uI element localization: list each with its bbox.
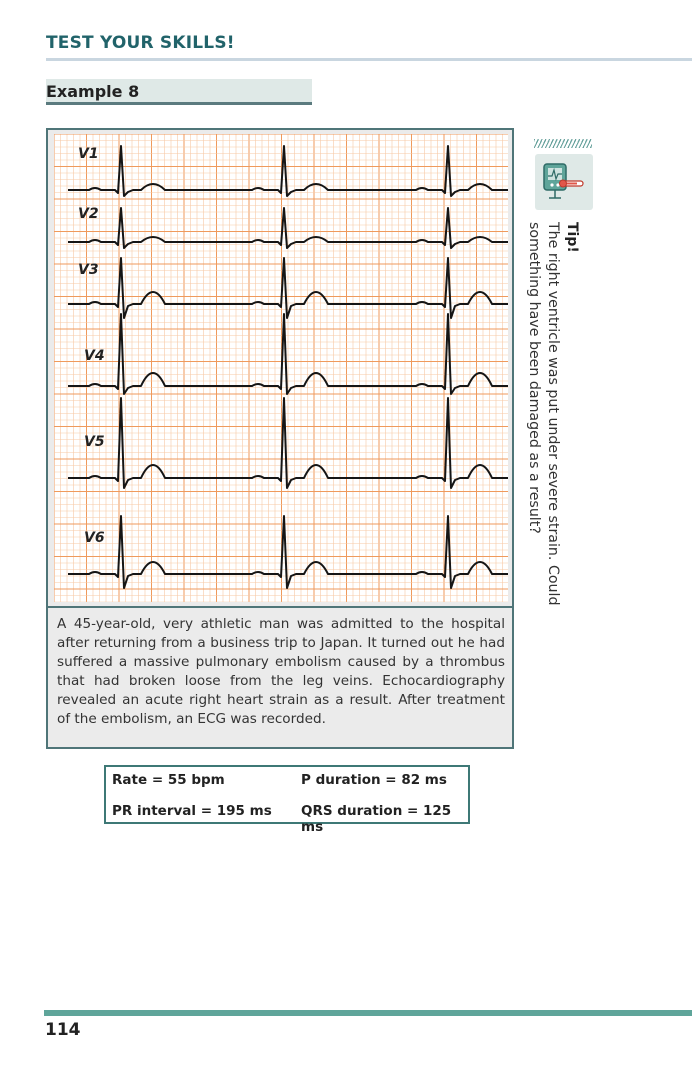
example-header (46, 79, 312, 105)
section-divider (46, 58, 692, 61)
tip-title: Tip! (564, 222, 580, 253)
qrs-duration-value: QRS duration = 125 ms (301, 803, 452, 835)
ecg-chart (54, 134, 508, 602)
lead-label-v4: V4 (84, 348, 105, 364)
lead-label-v6: V6 (84, 530, 105, 546)
tip-box (520, 222, 582, 662)
ecg-monitor-thermometer-icon (535, 154, 593, 210)
lead-label-v1: V1 (78, 146, 99, 162)
ecg-strip (54, 134, 508, 602)
rate-value: Rate = 55 bpm (112, 772, 225, 788)
page-number: 114 (45, 1020, 81, 1040)
case-description: A 45-year-old, very athletic man was admitted to the hospital after returning from a business trip to Japan. It turned out he had suffered a massive pulmonary embolism caused by a thrombus that had broken loose from the leg veins. Echocardiography revealed an acute right heart strain as a result. After treatment of the embolism, an ECG was recorded. (57, 616, 505, 727)
lead-label-v3: V3 (78, 262, 99, 278)
pr-interval-value: PR interval = 195 ms (112, 803, 272, 819)
lead-label-v2: V2 (78, 206, 99, 222)
measurements-box (104, 765, 470, 835)
section-title: TEST YOUR SKILLS! (46, 33, 235, 53)
example-label: Example 8 (46, 82, 140, 101)
panel-divider (48, 606, 512, 608)
lead-label-v5: V5 (84, 434, 105, 450)
ecg-case-panel (46, 128, 514, 749)
p-duration-value: P duration = 82 ms (301, 772, 447, 788)
tip-hatch-decoration (534, 139, 592, 148)
footer-rule (44, 1010, 692, 1016)
tip-text: The right ventricle was put under severe strain. Could something have been damaged as a result? (526, 222, 561, 606)
